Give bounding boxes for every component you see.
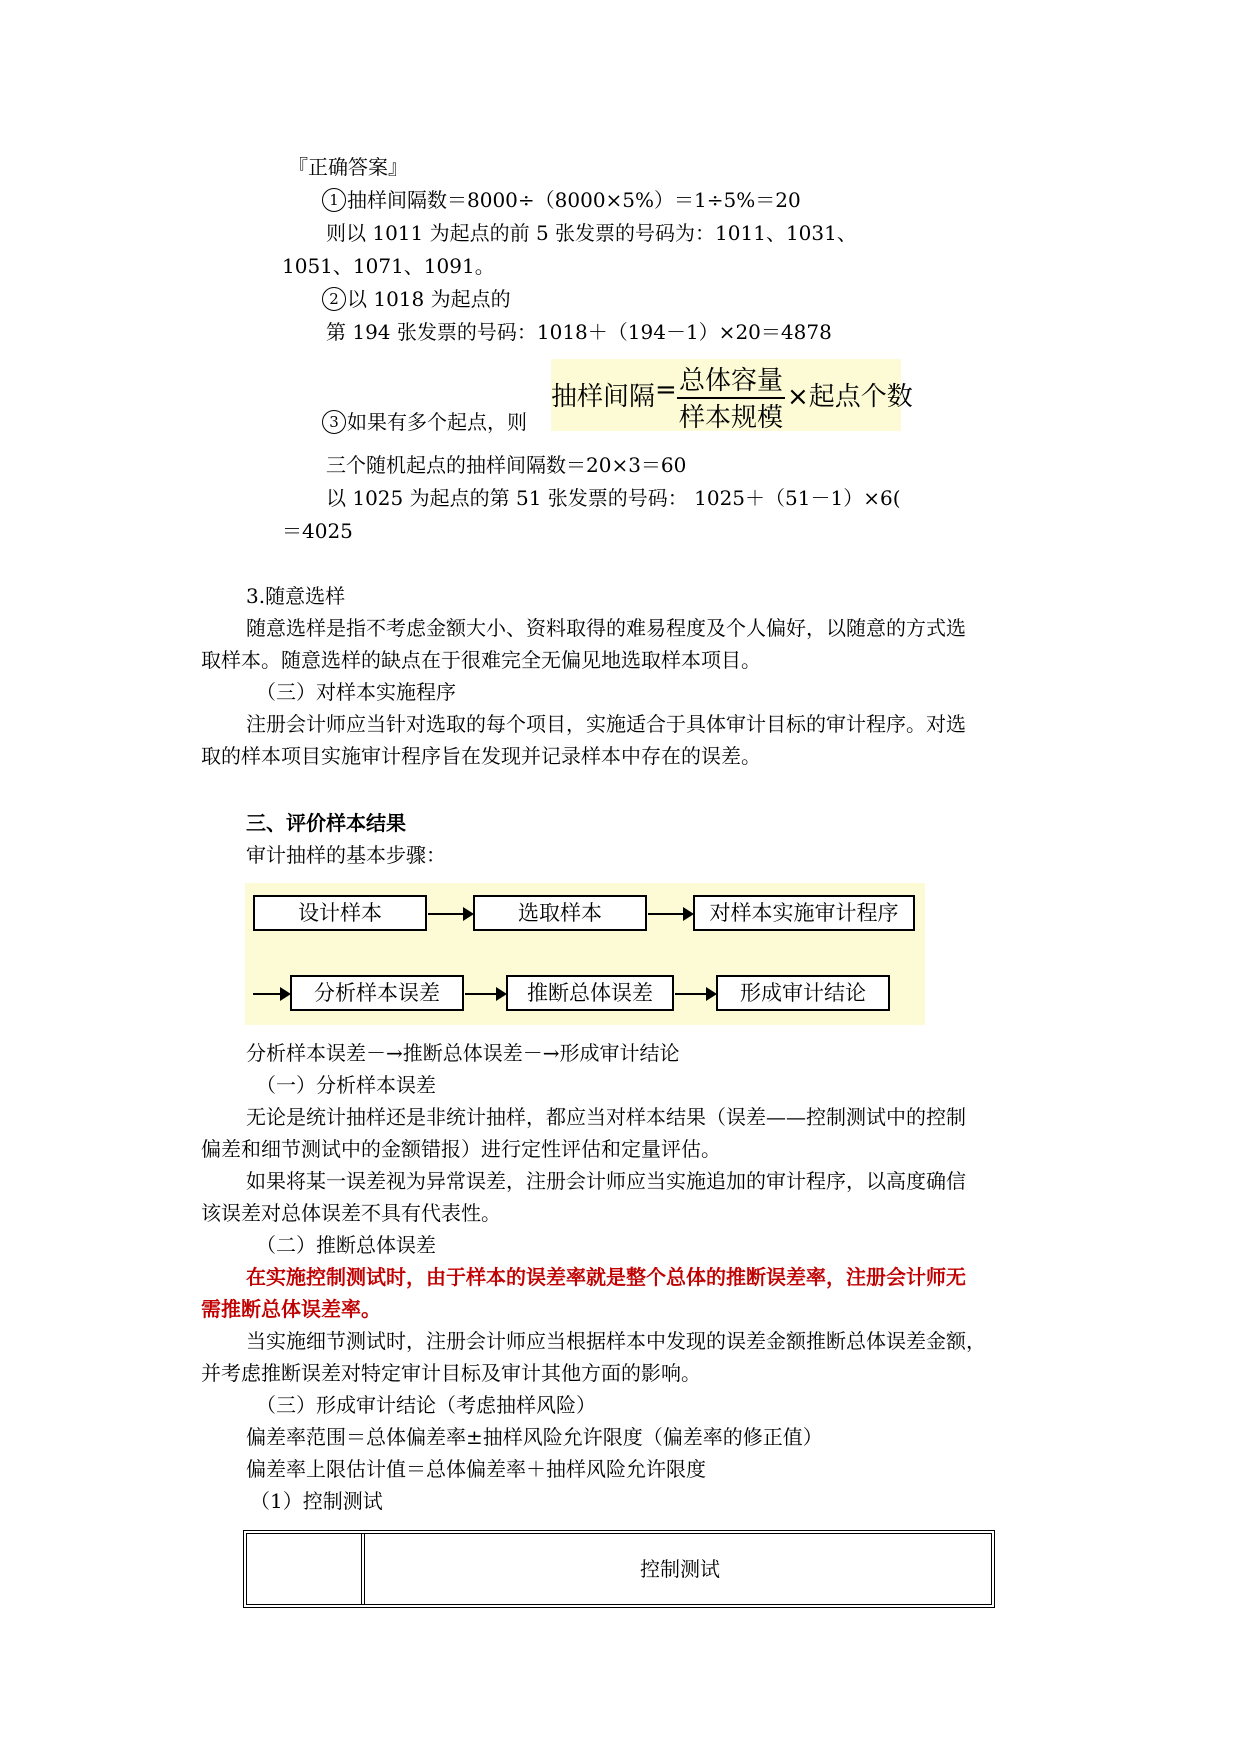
table-empty-cell xyxy=(247,1534,365,1604)
section-evaluate-title: 三、评价样本结果 xyxy=(246,811,406,835)
circled-number-1: 1 xyxy=(322,188,346,212)
answer-line-4: 2 以 1018 为起点的 xyxy=(322,284,511,314)
flow-step-select-sample: 选取样本 xyxy=(473,895,647,931)
answer-line-5: 第 194 张发票的号码：1018＋（194－1）×20＝4878 xyxy=(326,320,832,344)
formula-denominator: 样本规模 xyxy=(679,403,784,433)
section-3-para-1: 随意选样是指不考虑金额大小、资料取得的难易程度及个人偏好，以随意的方式选 xyxy=(246,616,966,640)
table-header-control-test: 控制测试 xyxy=(640,1557,720,1581)
sampling-interval-formula xyxy=(551,359,913,433)
highlight-para-2: 需推断总体误差率。 xyxy=(201,1297,381,1321)
section-3-para-4: 取的样本项目实施审计程序旨在发现并记录样本中存在的误差。 xyxy=(201,744,761,768)
flow-text: 分析样本误差－→推断总体误差－→形成审计结论 xyxy=(246,1041,680,1065)
formula-equals: = xyxy=(655,375,677,405)
flow-arrow-5 xyxy=(675,993,715,995)
flow-step-project-errors: 推断总体误差 xyxy=(506,975,674,1011)
answer-line-8: 以 1025 为起点的第 51 张发票的号码： 1025＋（51－1）×6( xyxy=(326,486,901,510)
flow-arrow-4 xyxy=(465,993,505,995)
answer-line-1: 1 抽样间隔数＝8000÷（8000×5%）＝1÷5%＝20 xyxy=(322,185,801,215)
section-3-para-3: 注册会计师应当针对选取的每个项目，实施适合于具体审计目标的审计程序。对选 xyxy=(246,712,966,736)
circled-number-2: 2 xyxy=(322,287,346,311)
flow-step-form-conclusion: 形成审计结论 xyxy=(716,975,890,1011)
audit-sampling-flowchart xyxy=(245,883,925,1025)
section-3-title: 3.随意选样 xyxy=(246,584,346,608)
answer-heading: 『正确答案』 xyxy=(288,155,408,179)
answer-line-6: 3 如果有多个起点，则 xyxy=(322,407,527,437)
answer-line-3: 1051、1071、1091。 xyxy=(282,254,495,278)
section-3-para-2: 取样本。随意选样的缺点在于很难完全无偏见地选取样本项目。 xyxy=(201,648,761,672)
subheading-analyze-errors: （一）分析样本误差 xyxy=(256,1073,436,1097)
evaluate-para-6: 并考虑推断误差对特定审计目标及审计其他方面的影响。 xyxy=(201,1361,701,1385)
formula-upper-limit: 偏差率上限估计值＝总体偏差率＋抽样风险允许限度 xyxy=(246,1457,706,1481)
formula-rhs: ×起点个数 xyxy=(787,382,913,412)
flow-step-perform-procedures: 对样本实施审计程序 xyxy=(693,895,915,931)
circled-number-3: 3 xyxy=(322,410,346,434)
flow-arrow-3 xyxy=(253,993,289,995)
formula-deviation-range: 偏差率范围＝总体偏差率±抽样风险允许限度（偏差率的修正值） xyxy=(246,1425,823,1449)
flow-step-design-sample: 设计样本 xyxy=(253,895,427,931)
subheading-implement-procedures: （三）对样本实施程序 xyxy=(256,680,456,704)
evaluate-para-2: 偏差和细节测试中的金额错报）进行定性评估和定量评估。 xyxy=(201,1137,721,1161)
evaluate-para-3: 如果将某一误差视为异常误差，注册会计师应当实施追加的审计程序，以高度确信 xyxy=(246,1169,966,1193)
answer-line-9: ＝4025 xyxy=(282,519,353,543)
evaluate-para-1: 无论是统计抽样还是非统计抽样，都应当对样本结果（误差——控制测试中的控制 xyxy=(246,1105,966,1129)
formula-numerator: 总体容量 xyxy=(679,366,784,396)
flow-arrow-2 xyxy=(648,913,692,915)
subheading-control-test: （1）控制测试 xyxy=(250,1489,383,1513)
steps-intro: 审计抽样的基本步骤： xyxy=(246,843,446,867)
highlight-para-1: 在实施控制测试时，由于样本的误差率就是整个总体的推断误差率，注册会计师无 xyxy=(246,1265,966,1289)
control-test-table xyxy=(243,1530,995,1608)
evaluate-para-5: 当实施细节测试时，注册会计师应当根据样本中发现的误差金额推断总体误差金额， xyxy=(246,1329,986,1353)
subheading-project-errors: （二）推断总体误差 xyxy=(256,1233,436,1257)
answer-line-2: 则以 1011 为起点的前 5 张发票的号码为：1011、1031、 xyxy=(326,221,857,245)
answer-line-7: 三个随机起点的抽样间隔数＝20×3＝60 xyxy=(326,453,687,477)
subheading-form-conclusion: （三）形成审计结论（考虑抽样风险） xyxy=(256,1393,596,1417)
flow-step-analyze-errors: 分析样本误差 xyxy=(290,975,464,1011)
formula-lhs: 抽样间隔 xyxy=(551,382,656,412)
flow-arrow-1 xyxy=(428,913,472,915)
evaluate-para-4: 该误差对总体误差不具有代表性。 xyxy=(201,1201,501,1225)
